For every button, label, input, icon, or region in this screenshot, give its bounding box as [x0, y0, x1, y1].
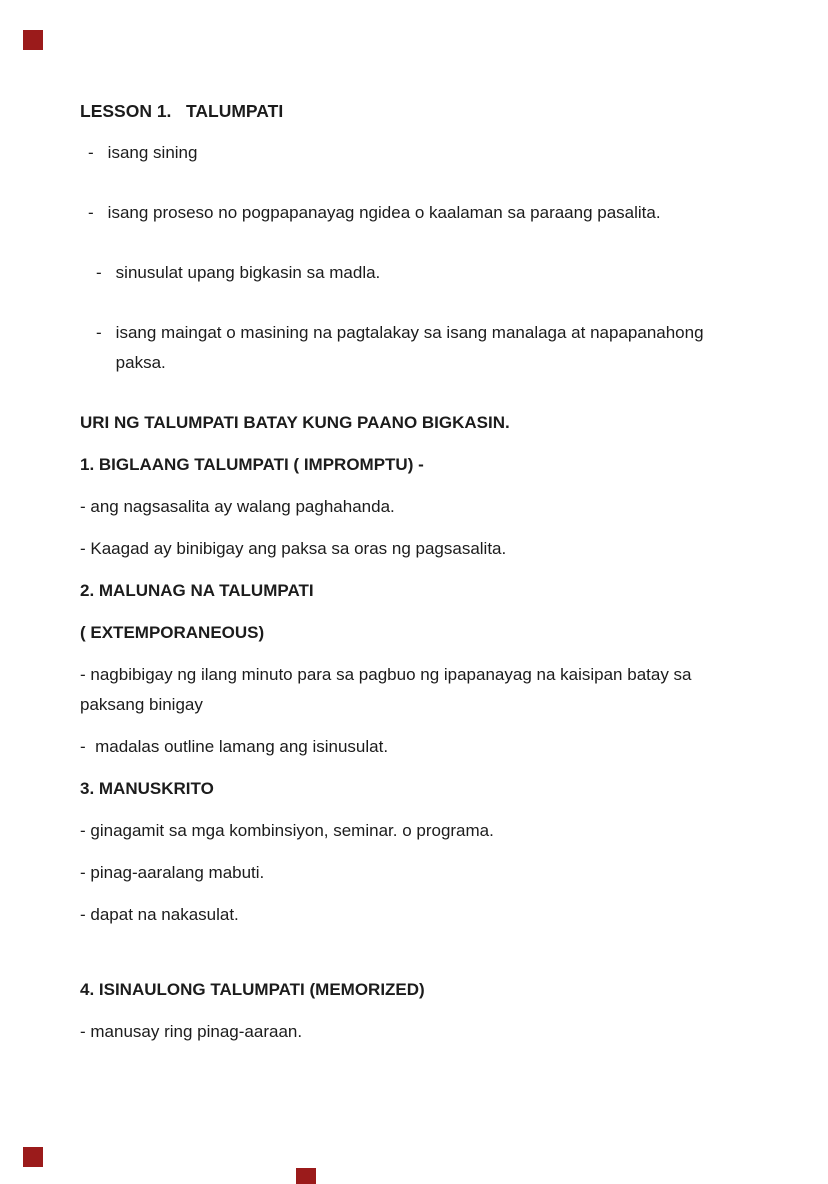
bullet-dash: - — [88, 203, 94, 222]
intro-bullet — [80, 258, 748, 288]
item-2-subheading: ( EXTEMPORANEOUS) — [80, 623, 265, 642]
body-paragraph: - nagbibigay ng ilang minuto para sa pagbuo ng ipapanayag na kaisipan batay sa paksang binigay — [80, 665, 697, 714]
intro-bullet — [80, 198, 748, 228]
item-1-heading: 1. BIGLAANG TALUMPATI ( IMPROMPTU) - — [80, 455, 424, 474]
corner-mark-bottom-center — [296, 1168, 316, 1184]
corner-mark-top-left — [23, 30, 43, 50]
bullet-dash: - — [96, 263, 102, 282]
item-2-heading: 2. MALUNAG NA TALUMPATI — [80, 581, 314, 600]
body-paragraph: - ginagamit sa mga kombinsiyon, seminar. o programa. — [80, 821, 494, 840]
body-paragraph: - Kaagad ay binibigay ang paksa sa oras ng pagsasalita. — [80, 539, 507, 558]
document-content — [80, 96, 748, 1059]
body-paragraph: - madalas outline lamang ang isinusulat. — [80, 737, 389, 756]
intro-bullet — [80, 318, 748, 378]
lesson-heading: LESSON 1. TALUMPATI — [80, 101, 284, 121]
body-paragraph: - pinag-aaralang mabuti. — [80, 863, 265, 882]
body-paragraph: - manusay ring pinag-aaraan. — [80, 1022, 303, 1041]
intro-bullet-text: sinusulat upang bigkasin sa madla. — [115, 263, 381, 282]
bullet-dash: - — [88, 143, 94, 162]
intro-bullet-text: isang sining — [107, 143, 198, 162]
corner-mark-bottom-left — [23, 1147, 43, 1167]
body-paragraph: - dapat na nakasulat. — [80, 905, 239, 924]
intro-bullet-text: isang maingat o masining na pagtalakay sa isang manalaga at napapanahong paksa. — [115, 323, 704, 372]
bullet-dash: - — [96, 323, 102, 342]
intro-bullet — [80, 138, 748, 168]
item-4-heading: 4. ISINAULONG TALUMPATI (MEMORIZED) — [80, 980, 425, 999]
body-paragraph: - ang nagsasalita ay walang paghahanda. — [80, 497, 395, 516]
section-heading: URI NG TALUMPATI BATAY KUNG PAANO BIGKASIN. — [80, 413, 510, 432]
item-3-heading: 3. MANUSKRITO — [80, 779, 214, 798]
intro-bullet-text: isang proseso no pogpapanayag ngidea o kaalaman sa paraang pasalita. — [107, 203, 661, 222]
